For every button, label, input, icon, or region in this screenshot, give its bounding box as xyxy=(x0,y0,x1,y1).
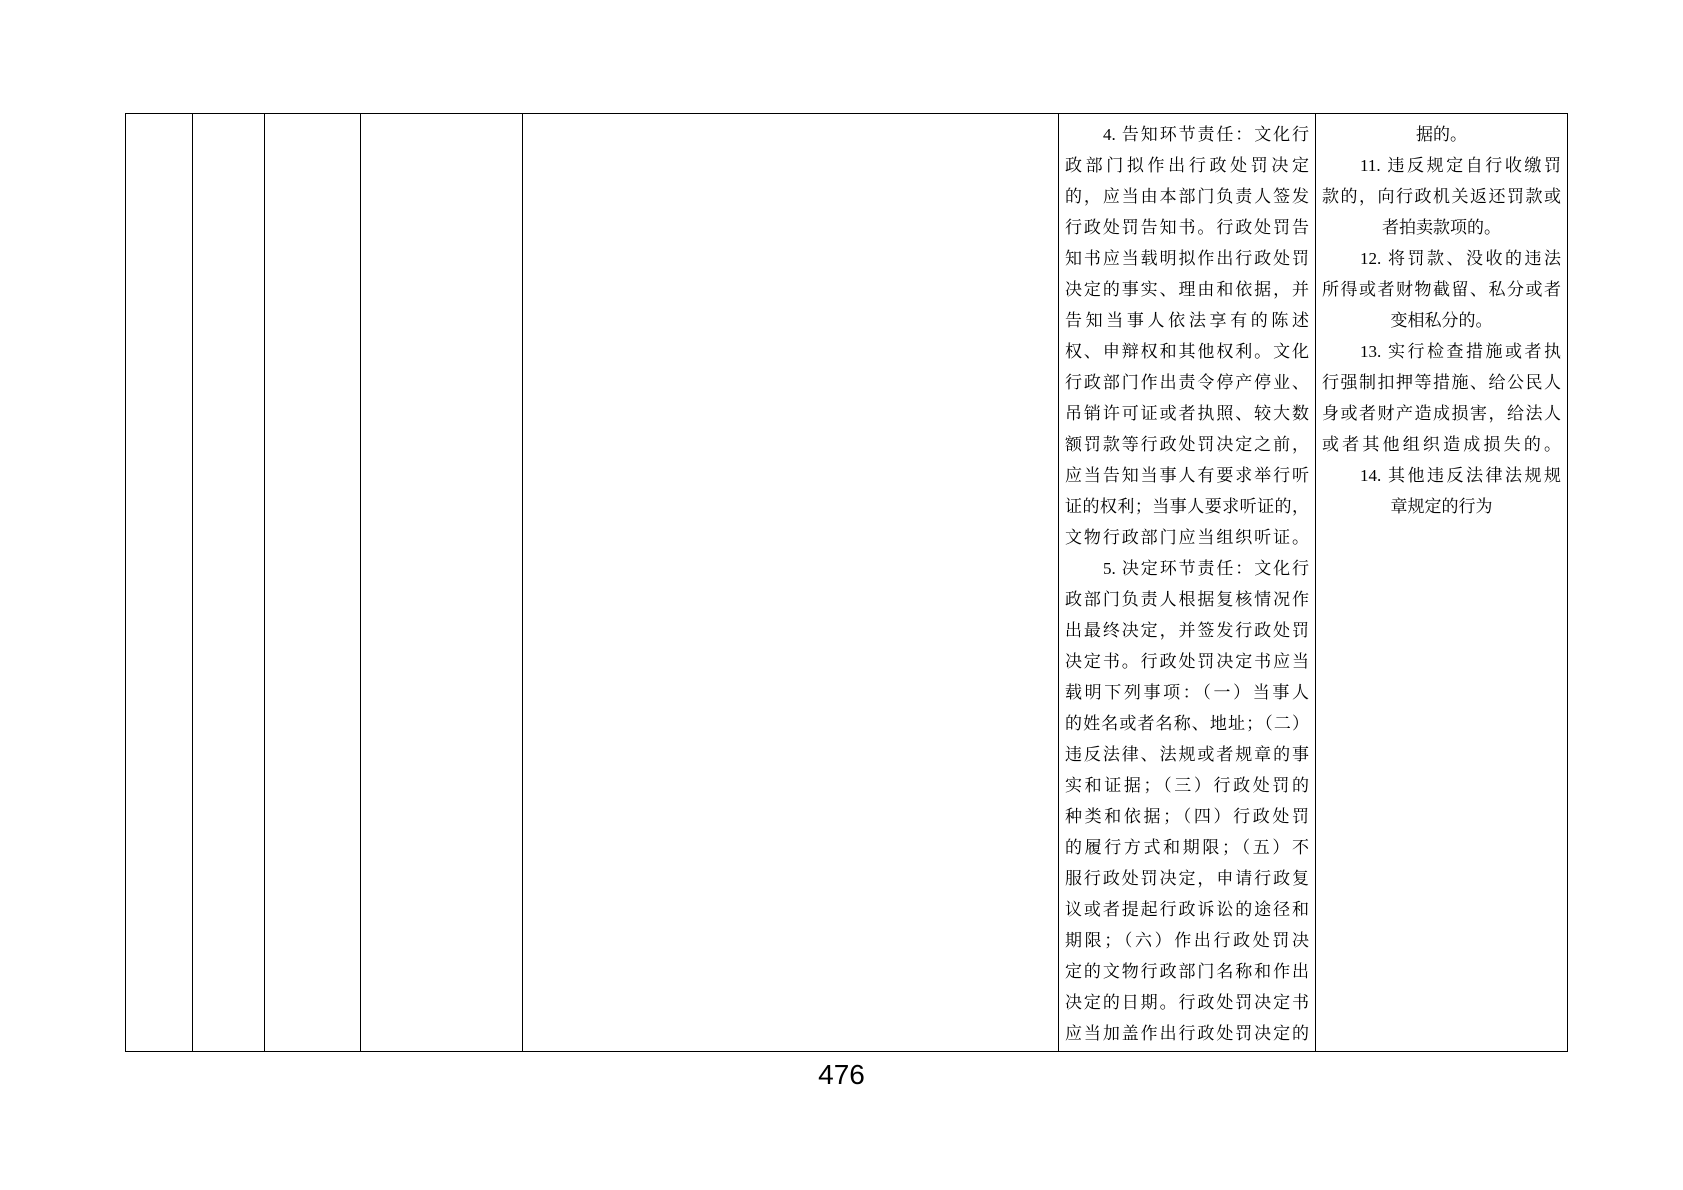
table-cell-col3-empty xyxy=(265,114,361,1051)
responsibility-table xyxy=(125,113,1568,1052)
table-cell-accountability-items xyxy=(1316,114,1567,1051)
text-line: 违反法律、法规或者规章的事 xyxy=(1065,745,1309,764)
table-cell-col4-empty xyxy=(361,114,523,1051)
text-line: 13. 实行检查措施或者执 xyxy=(1360,342,1561,361)
text-line: 章规定的行为 xyxy=(1390,497,1493,516)
text-line: 出最终决定，并签发行政处罚 xyxy=(1065,621,1309,640)
text-line: 11. 违反规定自行收缴罚 xyxy=(1360,156,1561,175)
text-line: 应当加盖作出行政处罚决定的 xyxy=(1065,1024,1309,1043)
text-line: 决定书。行政处罚决定书应当 xyxy=(1065,652,1309,671)
text-line: 4. 告知环节责任：文化行 xyxy=(1103,125,1309,144)
table-cell-col2-empty xyxy=(193,114,265,1051)
text-line: 变相私分的。 xyxy=(1390,311,1493,330)
text-line: 行强制扣押等措施、给公民人 xyxy=(1322,373,1561,392)
text-line: 所得或者财物截留、私分或者 xyxy=(1322,280,1561,299)
text-line: 14. 其他违反法律法规规 xyxy=(1360,466,1561,485)
table-cell-col5-empty xyxy=(523,114,1059,1051)
text-line: 告知当事人依法享有的陈述 xyxy=(1065,311,1309,330)
text-line: 实和证据；（三）行政处罚的 xyxy=(1065,776,1309,795)
text-line: 文物行政部门应当组织听证。 xyxy=(1065,528,1309,547)
text-line: 或者其他组织造成损失的。 xyxy=(1322,435,1561,454)
text-line: 的，应当由本部门负责人签发 xyxy=(1065,187,1309,206)
text-line: 额罚款等行政处罚决定之前， xyxy=(1065,435,1309,454)
text-line: 证的权利；当事人要求听证的， xyxy=(1065,497,1309,516)
text-line: 政部门负责人根据复核情况作 xyxy=(1065,590,1309,609)
text-line: 载明下列事项：（一）当事人 xyxy=(1065,683,1309,702)
text-line: 政部门拟作出行政处罚决定 xyxy=(1065,156,1309,175)
text-line: 服行政处罚决定，申请行政复 xyxy=(1065,869,1309,888)
text-line: 身或者财产造成损害，给法人 xyxy=(1322,404,1561,423)
table-cell-penalty-procedure xyxy=(1059,114,1316,1051)
text-line: 12. 将罚款、没收的违法 xyxy=(1360,249,1561,268)
table-cell-col1-empty xyxy=(126,114,193,1051)
text-line: 应当告知当事人有要求举行听 xyxy=(1065,466,1309,485)
text-line: 5. 决定环节责任：文化行 xyxy=(1103,559,1309,578)
text-line: 的姓名或者名称、地址；（二） xyxy=(1065,714,1309,733)
text-line: 期限；（六）作出行政处罚决 xyxy=(1065,931,1309,950)
text-line: 决定的事实、理由和依据，并 xyxy=(1065,280,1309,299)
text-line: 行政处罚告知书。行政处罚告 xyxy=(1065,218,1309,237)
text-line: 款的，向行政机关返还罚款或 xyxy=(1322,187,1561,206)
text-line: 据的。 xyxy=(1416,125,1467,144)
text-line: 者拍卖款项的。 xyxy=(1382,218,1501,237)
text-line: 种类和依据；（四）行政处罚 xyxy=(1065,807,1309,826)
text-line: 权、申辩权和其他权利。文化 xyxy=(1065,342,1309,361)
text-line: 议或者提起行政诉讼的途径和 xyxy=(1065,900,1309,919)
text-line: 吊销许可证或者执照、较大数 xyxy=(1065,404,1309,423)
text-line: 知书应当载明拟作出行政处罚 xyxy=(1065,249,1309,268)
text-line: 定的文物行政部门名称和作出 xyxy=(1065,962,1309,981)
text-line: 的履行方式和期限；（五）不 xyxy=(1065,838,1309,857)
text-line: 决定的日期。行政处罚决定书 xyxy=(1065,993,1309,1012)
text-line: 行政部门作出责令停产停业、 xyxy=(1065,373,1309,392)
page-number: 476 xyxy=(818,1059,865,1090)
